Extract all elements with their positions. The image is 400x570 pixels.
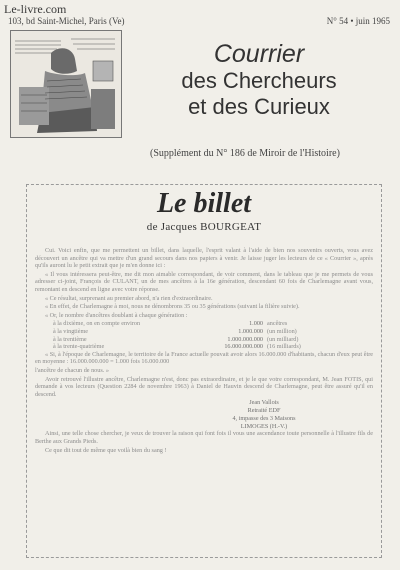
- masthead: [128, 40, 390, 120]
- masthead-line-1: Courrier: [213, 40, 305, 68]
- signature-line: LIMOGES (H.-V.): [240, 422, 288, 430]
- article-byline: de Jacques BOURGEAT: [146, 221, 262, 233]
- row-label: à la vingtième: [53, 327, 89, 335]
- row-unit: ancêtres: [267, 320, 288, 328]
- row-label: à la dixième, on en compte environ: [53, 320, 141, 328]
- paragraph: « Si, à l'époque de Charlemagne, le territoire de la France actuelle pouvait avoir alors 16.000.000 d'habitants, chacun d'eux peut être en moyenne : 16.000.000.000 = 1.000 fois 16.000.000: [35, 350, 373, 366]
- row-value: 1.000.000: [238, 327, 263, 335]
- row-label: à la trente-quatrième: [53, 343, 105, 351]
- row-unit: (16 milliards): [267, 343, 301, 351]
- paragraph: l'ancêtre de chacun de nous. »: [35, 366, 109, 374]
- article-body: [35, 247, 373, 454]
- masthead-line-3: et des Curieux: [188, 94, 330, 119]
- article-title: Le billet: [156, 188, 252, 219]
- row-unit: (un million): [267, 327, 297, 335]
- watermark: Le-livre.com: [4, 2, 67, 16]
- paragraph: Ainsi, une telle chose chercher, je veux de trouver la raison qui font fois il vous une ascendance toute personnelle à l'illustre fils de Berthe aux Grands Pieds.: [35, 430, 373, 446]
- issue-number: N° 54 • juin 1965: [326, 16, 390, 26]
- paragraph: Ce que dit tout de même que voilà bien du sang !: [45, 446, 167, 454]
- table-row: [35, 343, 373, 351]
- supplement-note: (Supplément du N° 186 de Miroir de l'Histoire): [150, 148, 340, 159]
- paragraph: « En effet, de Charlemagne à moi, nous ne dénombrons 35 ou 35 générations (suivant la filière suivie).: [45, 303, 300, 311]
- engraving-illustration: [10, 30, 122, 138]
- table-row: [35, 328, 373, 336]
- paragraph: Cui. Voici enfin, que me permettent un billet, dans laquelle, l'esprit valant à l'aide de bien nos souvenirs ouverts, vous avez découvert un ancêtre qui va mettre d'un grand secours dans nos papiers à venir. Je laisse juger les lecteurs de ce « Courrier », après qu'ils auront lu le petit extrait que je m'en donne ici :: [35, 247, 373, 270]
- paragraph: « Ce résultat, surprenant au premier abord, n'a rien d'extraordinaire.: [45, 294, 213, 302]
- header-line: [8, 16, 390, 26]
- signature-line: 4, impasse des 3 Maisons: [232, 414, 296, 422]
- row-value: 16.000.000.000: [224, 343, 263, 351]
- row-value: 1.000.000.000: [227, 335, 263, 343]
- paragraph: Avoir retrouvé l'illustre ancêtre, Charlemagne n'est, donc pas extraordinaire, et je le que votre correspondant, M. Jean FOTIS, qui demande à vos lecteurs (Question 2284 de novembre 1963) à Daniel de Hauvin descend de Charlemagne, peut être assuré qu'il en descend.: [35, 375, 373, 398]
- signature-line: Jean Vallois: [249, 399, 279, 407]
- row-value: 1.000: [249, 320, 263, 328]
- row-unit: (un milliard): [267, 335, 299, 343]
- table-row: [35, 336, 373, 344]
- paragraph: « Or, le nombre d'ancêtres doublant à chaque génération :: [45, 311, 188, 319]
- address: 103, bd Saint-Michel, Paris (Ve): [8, 16, 125, 26]
- article-box: [26, 184, 382, 558]
- signature: [35, 399, 373, 430]
- masthead-line-2: des Chercheurs: [181, 68, 337, 93]
- paragraph: « Il vous intéressera peut-être, me dit mon aimable correspondant, de voir comment, dans le tableau que je me permets de vous adresser ci-joint, François de CULANT, un de mes ancêtres à la 16e génération, descendant 60 fois de Charlemagne avant vous, remontant en descend en ligne avec votre réponse.: [35, 270, 373, 293]
- row-label: à la trentième: [53, 335, 87, 343]
- table-row: [35, 320, 373, 328]
- scholar-engraving-icon: [11, 31, 121, 137]
- signature-line: Retraité EDF: [247, 407, 281, 415]
